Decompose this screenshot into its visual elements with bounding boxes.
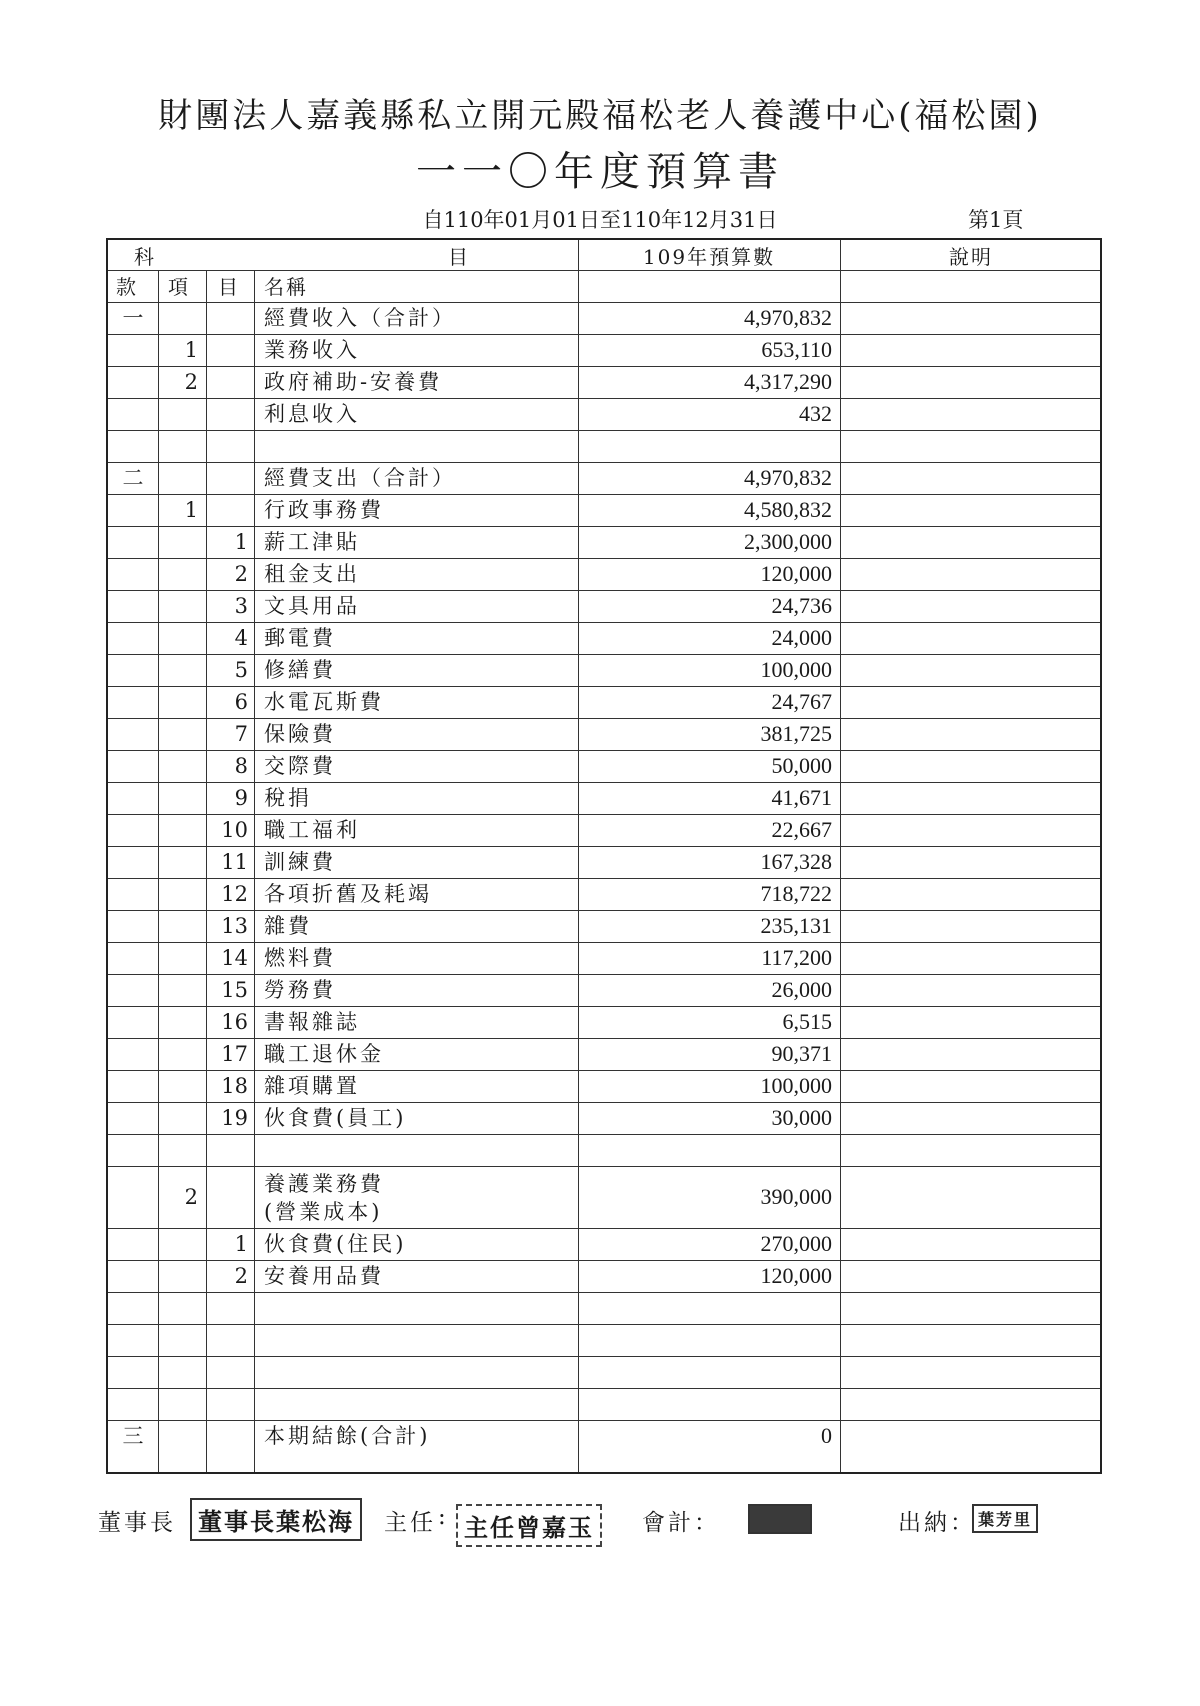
row-name: 保險費	[264, 722, 336, 746]
header-name: 名稱	[264, 275, 308, 299]
chairman-label: 董事長	[98, 1510, 176, 1536]
chairman-seal: 董事長葉松海	[190, 1498, 362, 1541]
page-number: 第1頁	[968, 208, 1024, 232]
row-mu: 9	[234, 786, 248, 810]
row-amount: 26,000	[771, 977, 832, 1002]
row-amount: 90,371	[771, 1041, 832, 1066]
row-amount: 4,317,290	[744, 369, 832, 394]
row-divider	[108, 270, 1100, 271]
row-divider	[108, 1134, 1100, 1135]
row-amount: 24,000	[771, 625, 832, 650]
row-amount: 24,767	[771, 689, 832, 714]
row-mu: 10	[221, 818, 248, 842]
header-ke: 科	[134, 245, 156, 269]
row-mu: 1	[234, 1232, 248, 1256]
budget-table	[106, 238, 1102, 1474]
row-mu: 14	[221, 946, 248, 970]
row-amount: 100,000	[760, 657, 832, 682]
row-name: 勞務費	[264, 978, 336, 1002]
row-mu: 2	[234, 1264, 248, 1288]
row-mu: 11	[221, 850, 248, 874]
row-mu: 15	[221, 978, 248, 1002]
row-name: 書報雜誌	[264, 1010, 360, 1034]
row-name: 養護業務費	[264, 1172, 384, 1196]
row-amount: 22,667	[771, 817, 832, 842]
row-name: 訓練費	[264, 850, 336, 874]
row-divider	[108, 1324, 1100, 1325]
row-divider	[108, 1166, 1100, 1167]
row-amount: 2,300,000	[744, 529, 832, 554]
row-amount: 120,000	[760, 1263, 832, 1288]
row-mu: 18	[221, 1074, 248, 1098]
row-name: 稅捐	[264, 786, 312, 810]
row-amount: 6,515	[782, 1009, 832, 1034]
row-amount: 167,328	[760, 849, 832, 874]
row-amount: 100,000	[760, 1073, 832, 1098]
accountant-label: 會計：	[642, 1510, 720, 1536]
header-budget: 109年預算數	[642, 245, 776, 269]
row-mu: 8	[234, 754, 248, 778]
row-amount: 270,000	[760, 1231, 832, 1256]
document-subtitle: 一一〇年度預算書	[416, 149, 784, 195]
row-amount: 4,580,832	[744, 497, 832, 522]
row-mu: 4	[234, 626, 248, 650]
row-amount: 653,110	[761, 337, 832, 362]
row-kuan: 二	[122, 466, 144, 490]
row-mu: 5	[234, 658, 248, 682]
row-xiang: 1	[184, 338, 198, 362]
director-seal: 主任曾嘉玉	[456, 1504, 602, 1547]
row-name: 政府補助-安養費	[264, 370, 443, 394]
row-name: 郵電費	[264, 626, 336, 650]
row-name: 本期結餘(合計)	[264, 1424, 431, 1448]
director-label: 主任	[384, 1510, 436, 1536]
row-name: 職工退休金	[264, 1042, 384, 1066]
row-mu: 16	[221, 1010, 248, 1034]
row-amount: 120,000	[760, 561, 832, 586]
row-name: 業務收入	[264, 338, 360, 362]
row-amount: 117,200	[761, 945, 832, 970]
row-name: 雜項購置	[264, 1074, 360, 1098]
row-name: 經費收入（合計）	[264, 306, 456, 330]
row-name: 伙食費(員工)	[264, 1106, 407, 1130]
row-amount: 4,970,832	[744, 465, 832, 490]
header-note: 說明	[949, 245, 993, 269]
row-mu: 19	[221, 1106, 248, 1130]
row-name: 安養用品費	[264, 1264, 384, 1288]
row-xiang: 2	[184, 1185, 198, 1209]
header-mu2: 目	[218, 275, 240, 299]
row-amount: 381,725	[760, 721, 832, 746]
row-mu: 1	[234, 530, 248, 554]
cashier-seal: 葉芳里	[972, 1504, 1038, 1533]
header-kuan: 款	[116, 275, 138, 299]
row-divider	[108, 1356, 1100, 1357]
row-name: 職工福利	[264, 818, 360, 842]
row-kuan: 一	[122, 306, 144, 330]
row-mu: 6	[234, 690, 248, 714]
row-name: 伙食費(住民)	[264, 1232, 407, 1256]
row-divider	[108, 1388, 1100, 1389]
signature-row	[0, 1498, 1200, 1578]
row-amount: 4,970,832	[744, 305, 832, 330]
row-name: 燃料費	[264, 946, 336, 970]
row-xiang: 2	[184, 370, 198, 394]
row-name: 薪工津貼	[264, 530, 360, 554]
row-amount: 390,000	[760, 1184, 832, 1209]
accountant-seal	[748, 1504, 812, 1534]
row-amount: 24,736	[771, 593, 832, 618]
row-mu: 12	[221, 882, 248, 906]
row-mu: 13	[221, 914, 248, 938]
row-name: 交際費	[264, 754, 336, 778]
cashier-label: 出納：	[898, 1510, 976, 1536]
row-divider	[108, 430, 1100, 431]
row-name: 修繕費	[264, 658, 336, 682]
row-amount: 235,131	[760, 913, 832, 938]
row-xiang: 1	[184, 498, 198, 522]
row-amount: 30,000	[771, 1105, 832, 1130]
row-name: 文具用品	[264, 594, 360, 618]
row-amount: 0	[821, 1423, 832, 1448]
row-name: 行政事務費	[264, 498, 384, 522]
row-amount: 432	[799, 401, 832, 426]
row-mu: 2	[234, 562, 248, 586]
director-colon: :	[438, 1504, 449, 1530]
row-mu: 7	[234, 722, 248, 746]
row-name: 利息收入	[264, 402, 360, 426]
row-name: 經費支出（合計）	[264, 466, 456, 490]
header-mu: 目	[448, 245, 470, 269]
budget-period: 自110年01月01日至110年12月31日	[422, 208, 778, 232]
row-mu: 17	[221, 1042, 248, 1066]
row-name: 租金支出	[264, 562, 360, 586]
row-name: 水電瓦斯費	[264, 690, 384, 714]
row-amount: 718,722	[760, 881, 832, 906]
header-xiang: 項	[168, 275, 190, 299]
row-name: 各項折舊及耗竭	[264, 882, 432, 906]
row-amount: 50,000	[771, 753, 832, 778]
row-mu: 3	[234, 594, 248, 618]
row-kuan: 三	[122, 1424, 144, 1448]
row-amount: 41,671	[771, 785, 832, 810]
row-divider	[108, 1292, 1100, 1293]
row-name-line2: (營業成本)	[264, 1200, 383, 1224]
column-divider	[840, 240, 841, 1472]
row-name: 雜費	[264, 914, 312, 938]
document-title: 財團法人嘉義縣私立開元殿福松老人養護中心(福松園)	[158, 96, 1042, 136]
